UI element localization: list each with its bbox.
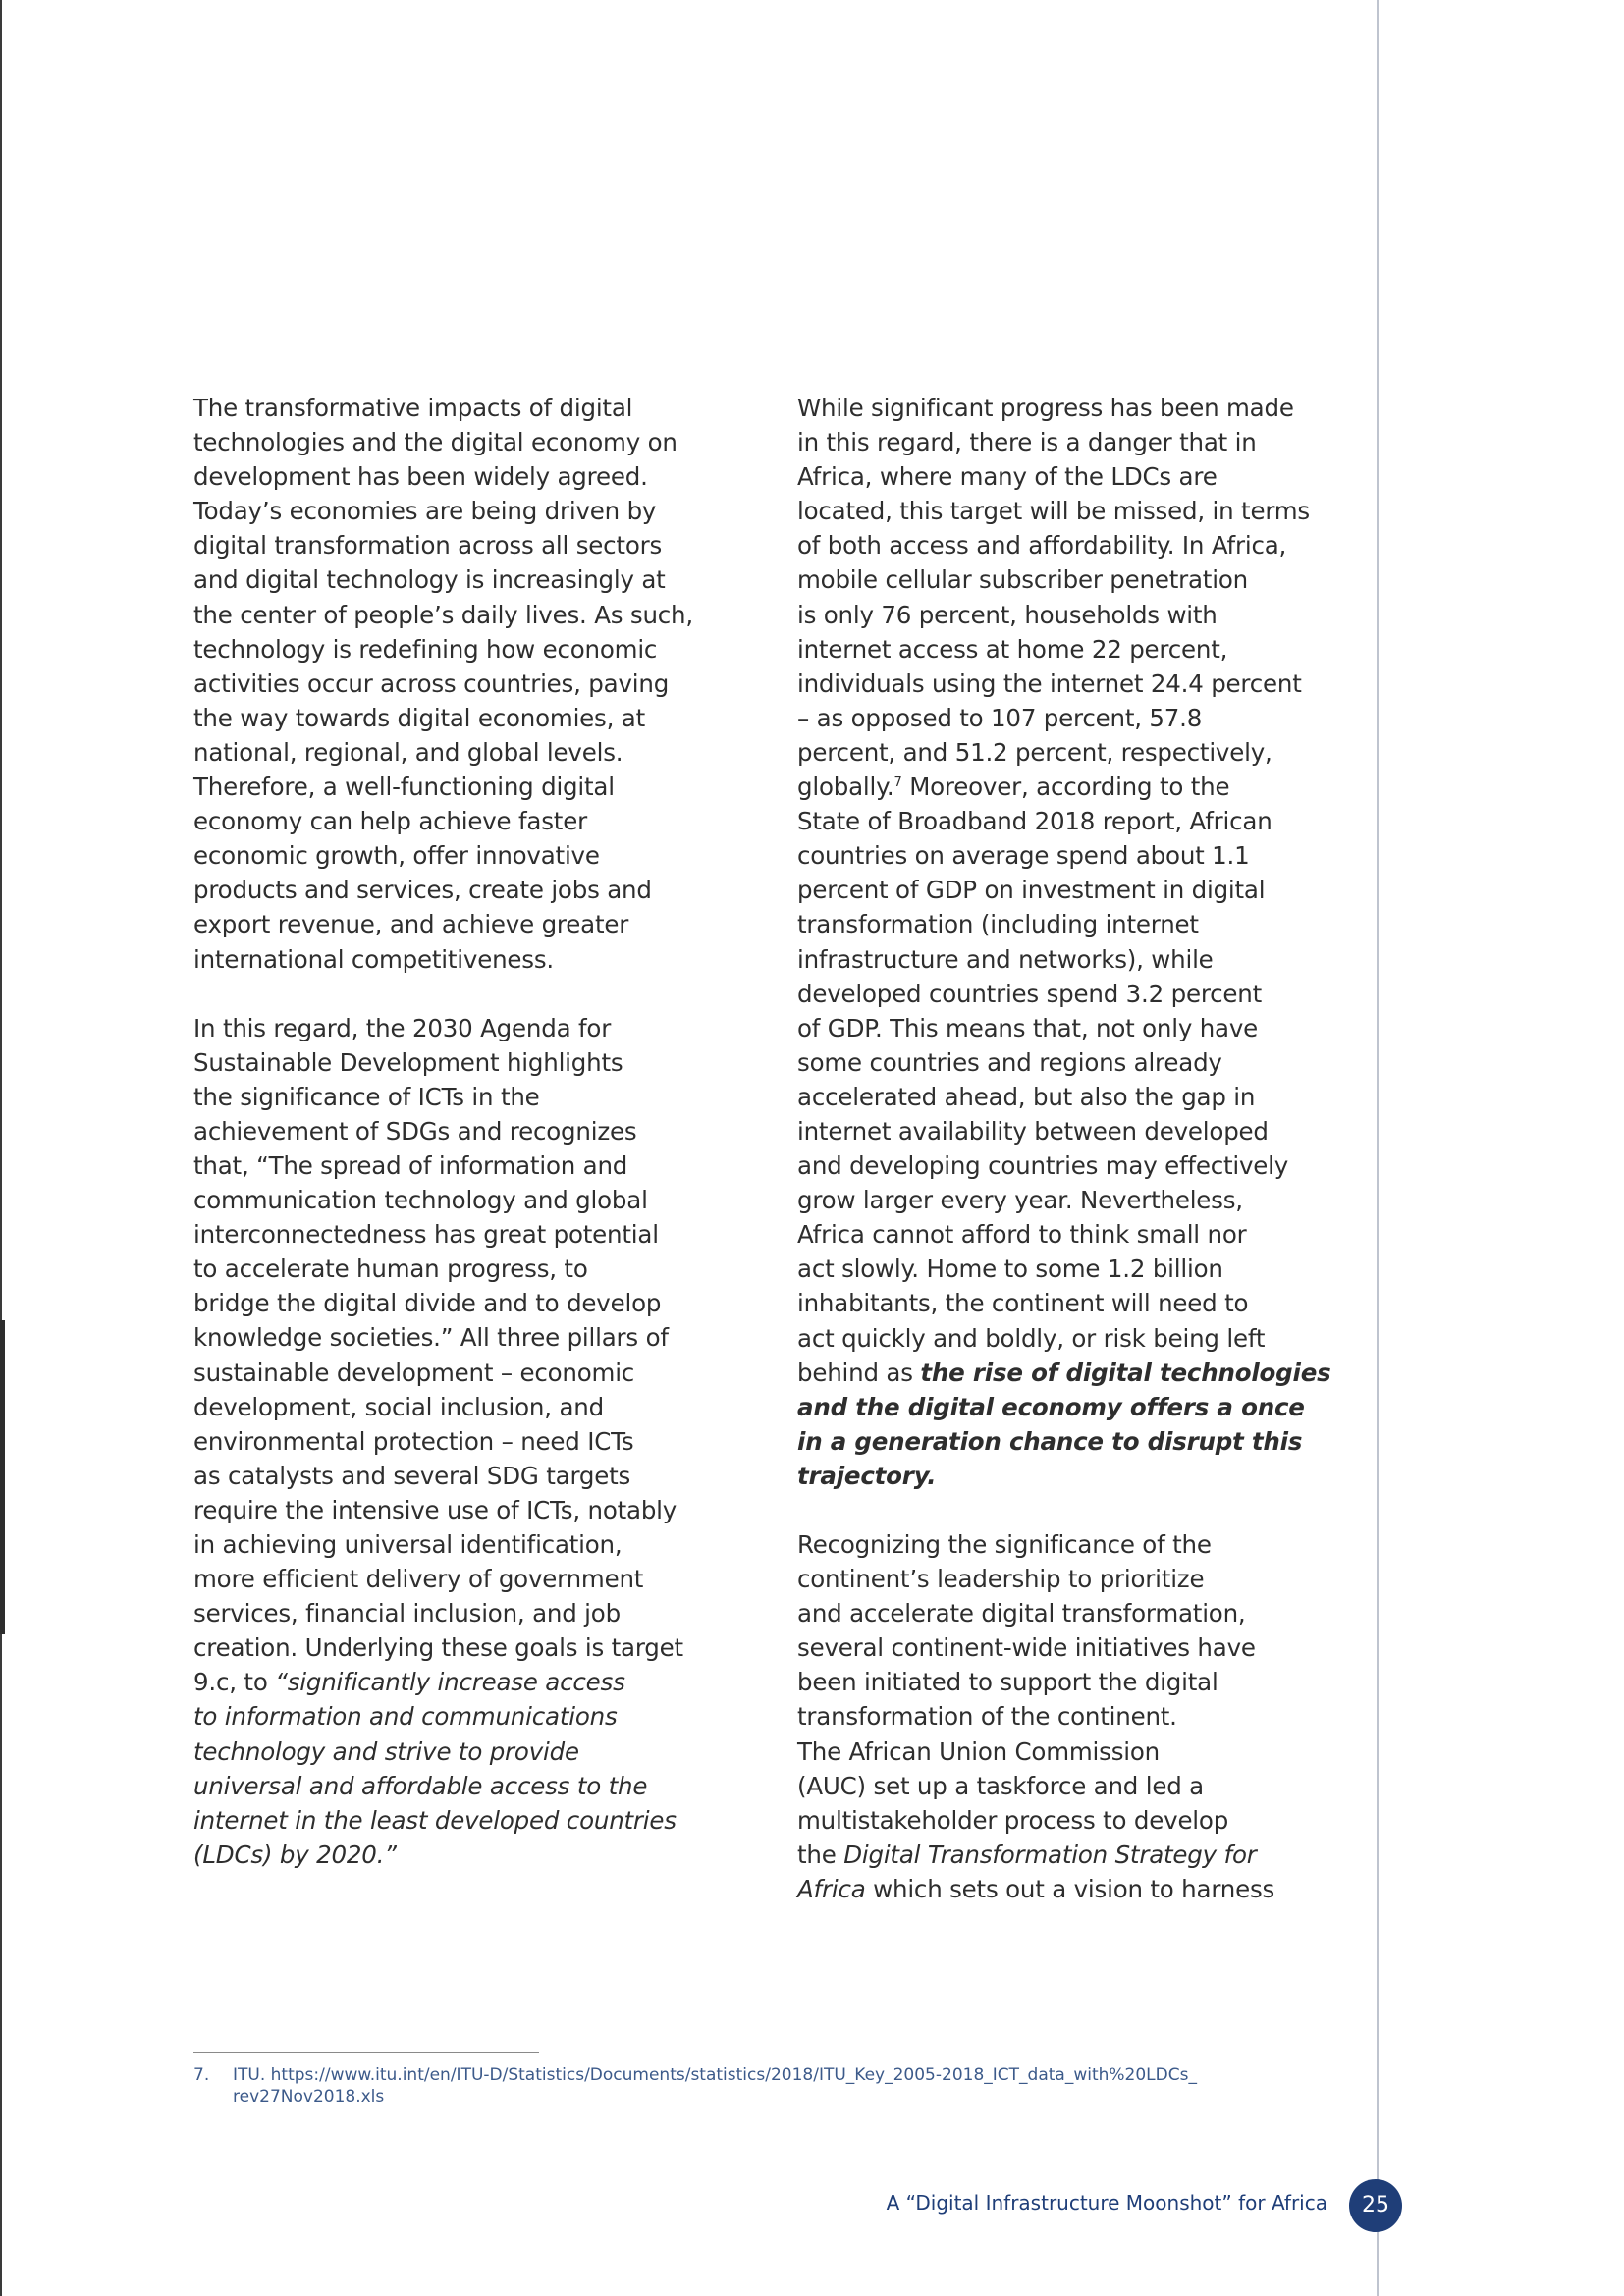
text-line: countries on average spend about 1.1 [797, 841, 1250, 871]
text-line: infrastructure and networks), while [797, 944, 1214, 974]
text-line [797, 1838, 1347, 1872]
text-line: located, this target will be missed, in terms [797, 497, 1310, 526]
italic-quote-line: (LDCs) by 2020.” [193, 1840, 397, 1869]
text-line: export revenue, and achieve greater [193, 910, 629, 939]
text-line: creation. Underlying these goals is target [193, 1633, 683, 1663]
text-line: communication technology and global [193, 1186, 648, 1215]
text-line: is only 76 percent, households with [797, 600, 1218, 629]
right-column [797, 391, 1347, 1941]
text-line: activities occur across countries, paving [193, 668, 670, 698]
text-line: individuals using the internet 24.4 percent [797, 668, 1302, 698]
text-line: percent of GDP on investment in digital [797, 876, 1266, 905]
text-line: the significance of ICTs in the [193, 1082, 540, 1111]
left-paragraph-2 [193, 1011, 733, 1872]
text-line: and accelerate digital transformation, [797, 1599, 1246, 1629]
text-line: act quickly and boldly, or risk being left [797, 1323, 1266, 1353]
text-line: internet availability between developed [797, 1116, 1269, 1146]
text-line: bridge the digital divide and to develop [193, 1289, 662, 1318]
text-line: products and services, create jobs and [193, 876, 652, 905]
text-line: Recognizing the significance of the [797, 1530, 1212, 1559]
text-run: 9.c, to [193, 1668, 276, 1697]
text-line: grow larger every year. Nevertheless, [797, 1186, 1243, 1215]
text-line: Africa, where many of the LDCs are [797, 462, 1218, 492]
text-line: knowledge societies.” All three pillars of [193, 1323, 669, 1353]
text-line: act slowly. Home to some 1.2 billion [797, 1255, 1223, 1284]
text-line: environmental protection – need ICTs [193, 1426, 634, 1456]
text-line: development, social inclusion, and [193, 1392, 604, 1421]
footnote-divider [193, 2052, 539, 2053]
text-line: the center of people’s daily lives. As such, [193, 600, 693, 629]
text-line: development has been widely agreed. [193, 462, 648, 492]
text-line: national, regional, and global levels. [193, 737, 623, 767]
italic-quote-line: to information and communications [193, 1702, 618, 1732]
text-line: percent, and 51.2 percent, respectively, [797, 737, 1272, 767]
footnote-link[interactable] [233, 2064, 1197, 2108]
text-line: in this regard, there is a danger that in [797, 428, 1257, 457]
left-page-border [0, 0, 2, 2296]
text-line: transformation of the continent. [797, 1702, 1177, 1732]
strategy-title: Africa [797, 1874, 866, 1903]
text-line [797, 770, 1347, 804]
text-line: been initiated to support the digital [797, 1668, 1218, 1697]
text-line: State of Broadband 2018 report, African [797, 807, 1272, 836]
strategy-title: Digital Transformation Strategy for [843, 1840, 1257, 1869]
text-line: the way towards digital economies, at [193, 703, 646, 732]
text-line: several continent-wide initiatives have [797, 1633, 1256, 1663]
text-line: achievement of SDGs and recognizes [193, 1116, 637, 1146]
text-line: – as opposed to 107 percent, 57.8 [797, 703, 1203, 732]
right-margin-rule [1377, 0, 1379, 2296]
text-line: internet access at home 22 percent, [797, 634, 1228, 664]
text-run: Moreover, according to the [901, 773, 1230, 802]
text-line: developed countries spend 3.2 percent [797, 979, 1263, 1008]
text-line: Today’s economies are being driven by [193, 497, 657, 526]
text-line: While significant progress has been made [797, 394, 1294, 422]
text-line [797, 1356, 1347, 1390]
text-line: technology is redefining how economic [193, 634, 658, 664]
footnote-line: rev27Nov2018.xls [233, 2087, 385, 2107]
text-line: sustainable development – economic [193, 1358, 635, 1387]
footnote-ref[interactable]: 7 [893, 774, 902, 790]
text-line: The African Union Commission [797, 1736, 1161, 1766]
text-line: that, “The spread of information and [193, 1150, 628, 1180]
text-line: multistakeholder process to develop [797, 1805, 1229, 1835]
text-line: (AUC) set up a taskforce and led a [797, 1771, 1204, 1800]
footer-title: A “Digital Infrastructure Moonshot” for Africa [886, 2191, 1327, 2215]
text-line [193, 1665, 733, 1699]
text-line: The transformative impacts of digital [193, 394, 633, 422]
emphasis-text: the rise of digital technologies [920, 1358, 1331, 1387]
italic-quote: “significantly increase access [275, 1668, 625, 1697]
italic-quote-line: internet in the least developed countries [193, 1805, 677, 1835]
text-line: international competitiveness. [193, 944, 555, 974]
text-line: some countries and regions already [797, 1047, 1222, 1077]
footnote-number: 7. [193, 2065, 210, 2085]
text-line: more efficient delivery of government [193, 1565, 644, 1594]
page-number-badge: 25 [1349, 2179, 1402, 2232]
text-line: and developing countries may effectively [797, 1151, 1289, 1181]
right-paragraph-1 [797, 391, 1347, 1493]
text-line: In this regard, the 2030 Agenda for [193, 1013, 612, 1042]
italic-quote-line: universal and affordable access to the [193, 1771, 648, 1800]
text-line: economic growth, offer innovative [193, 841, 600, 871]
emphasis-line: and the digital economy offers a once [797, 1392, 1305, 1421]
emphasis-line: in a generation chance to disrupt this [797, 1426, 1303, 1456]
text-line: inhabitants, the continent will need to [797, 1289, 1249, 1318]
text-line: economy can help achieve faster [193, 807, 587, 836]
text-line: Africa cannot afford to think small nor [797, 1220, 1247, 1250]
italic-quote-line: technology and strive to provide [193, 1736, 579, 1766]
text-run: globally. [797, 773, 894, 802]
text-line: continent’s leadership to prioritize [797, 1565, 1205, 1594]
text-line: transformation (including internet [797, 910, 1199, 939]
text-run: the [797, 1840, 844, 1869]
text-line: require the intensive use of ICTs, notably [193, 1495, 677, 1524]
text-run: which sets out a vision to harness [865, 1874, 1275, 1903]
text-line: and digital technology is increasingly at [193, 565, 666, 595]
text-line: interconnectedness has great potential [193, 1220, 659, 1250]
text-line: as catalysts and several SDG targets [193, 1461, 631, 1490]
text-line: services, financial inclusion, and job [193, 1599, 621, 1629]
text-line [797, 1872, 1347, 1906]
text-line: mobile cellular subscriber penetration [797, 565, 1248, 595]
text-run: behind as [797, 1358, 921, 1387]
left-column [193, 391, 733, 1906]
text-line: in achieving universal identification, [193, 1530, 623, 1559]
left-edge-mark [0, 1320, 5, 1634]
right-paragraph-2 [797, 1527, 1347, 1906]
text-line: Therefore, a well-functioning digital [193, 773, 615, 802]
left-paragraph-1 [193, 391, 733, 977]
footnote-line: ITU. https://www.itu.int/en/ITU-D/Statistics/Documents/statistics/2018/ITU_Key_2005-2018_ICT_data_with%20LDCs_ [233, 2065, 1197, 2085]
text-line: digital transformation across all sectors [193, 531, 663, 561]
emphasis-line: trajectory. [797, 1461, 937, 1490]
text-line: accelerated ahead, but also the gap in [797, 1082, 1256, 1111]
text-line: Sustainable Development highlights [193, 1047, 623, 1077]
text-line: technologies and the digital economy on [193, 428, 677, 457]
text-line: of GDP. This means that, not only have [797, 1013, 1259, 1042]
text-line: to accelerate human progress, to [193, 1255, 588, 1284]
text-line: of both access and affordability. In Africa, [797, 531, 1287, 561]
